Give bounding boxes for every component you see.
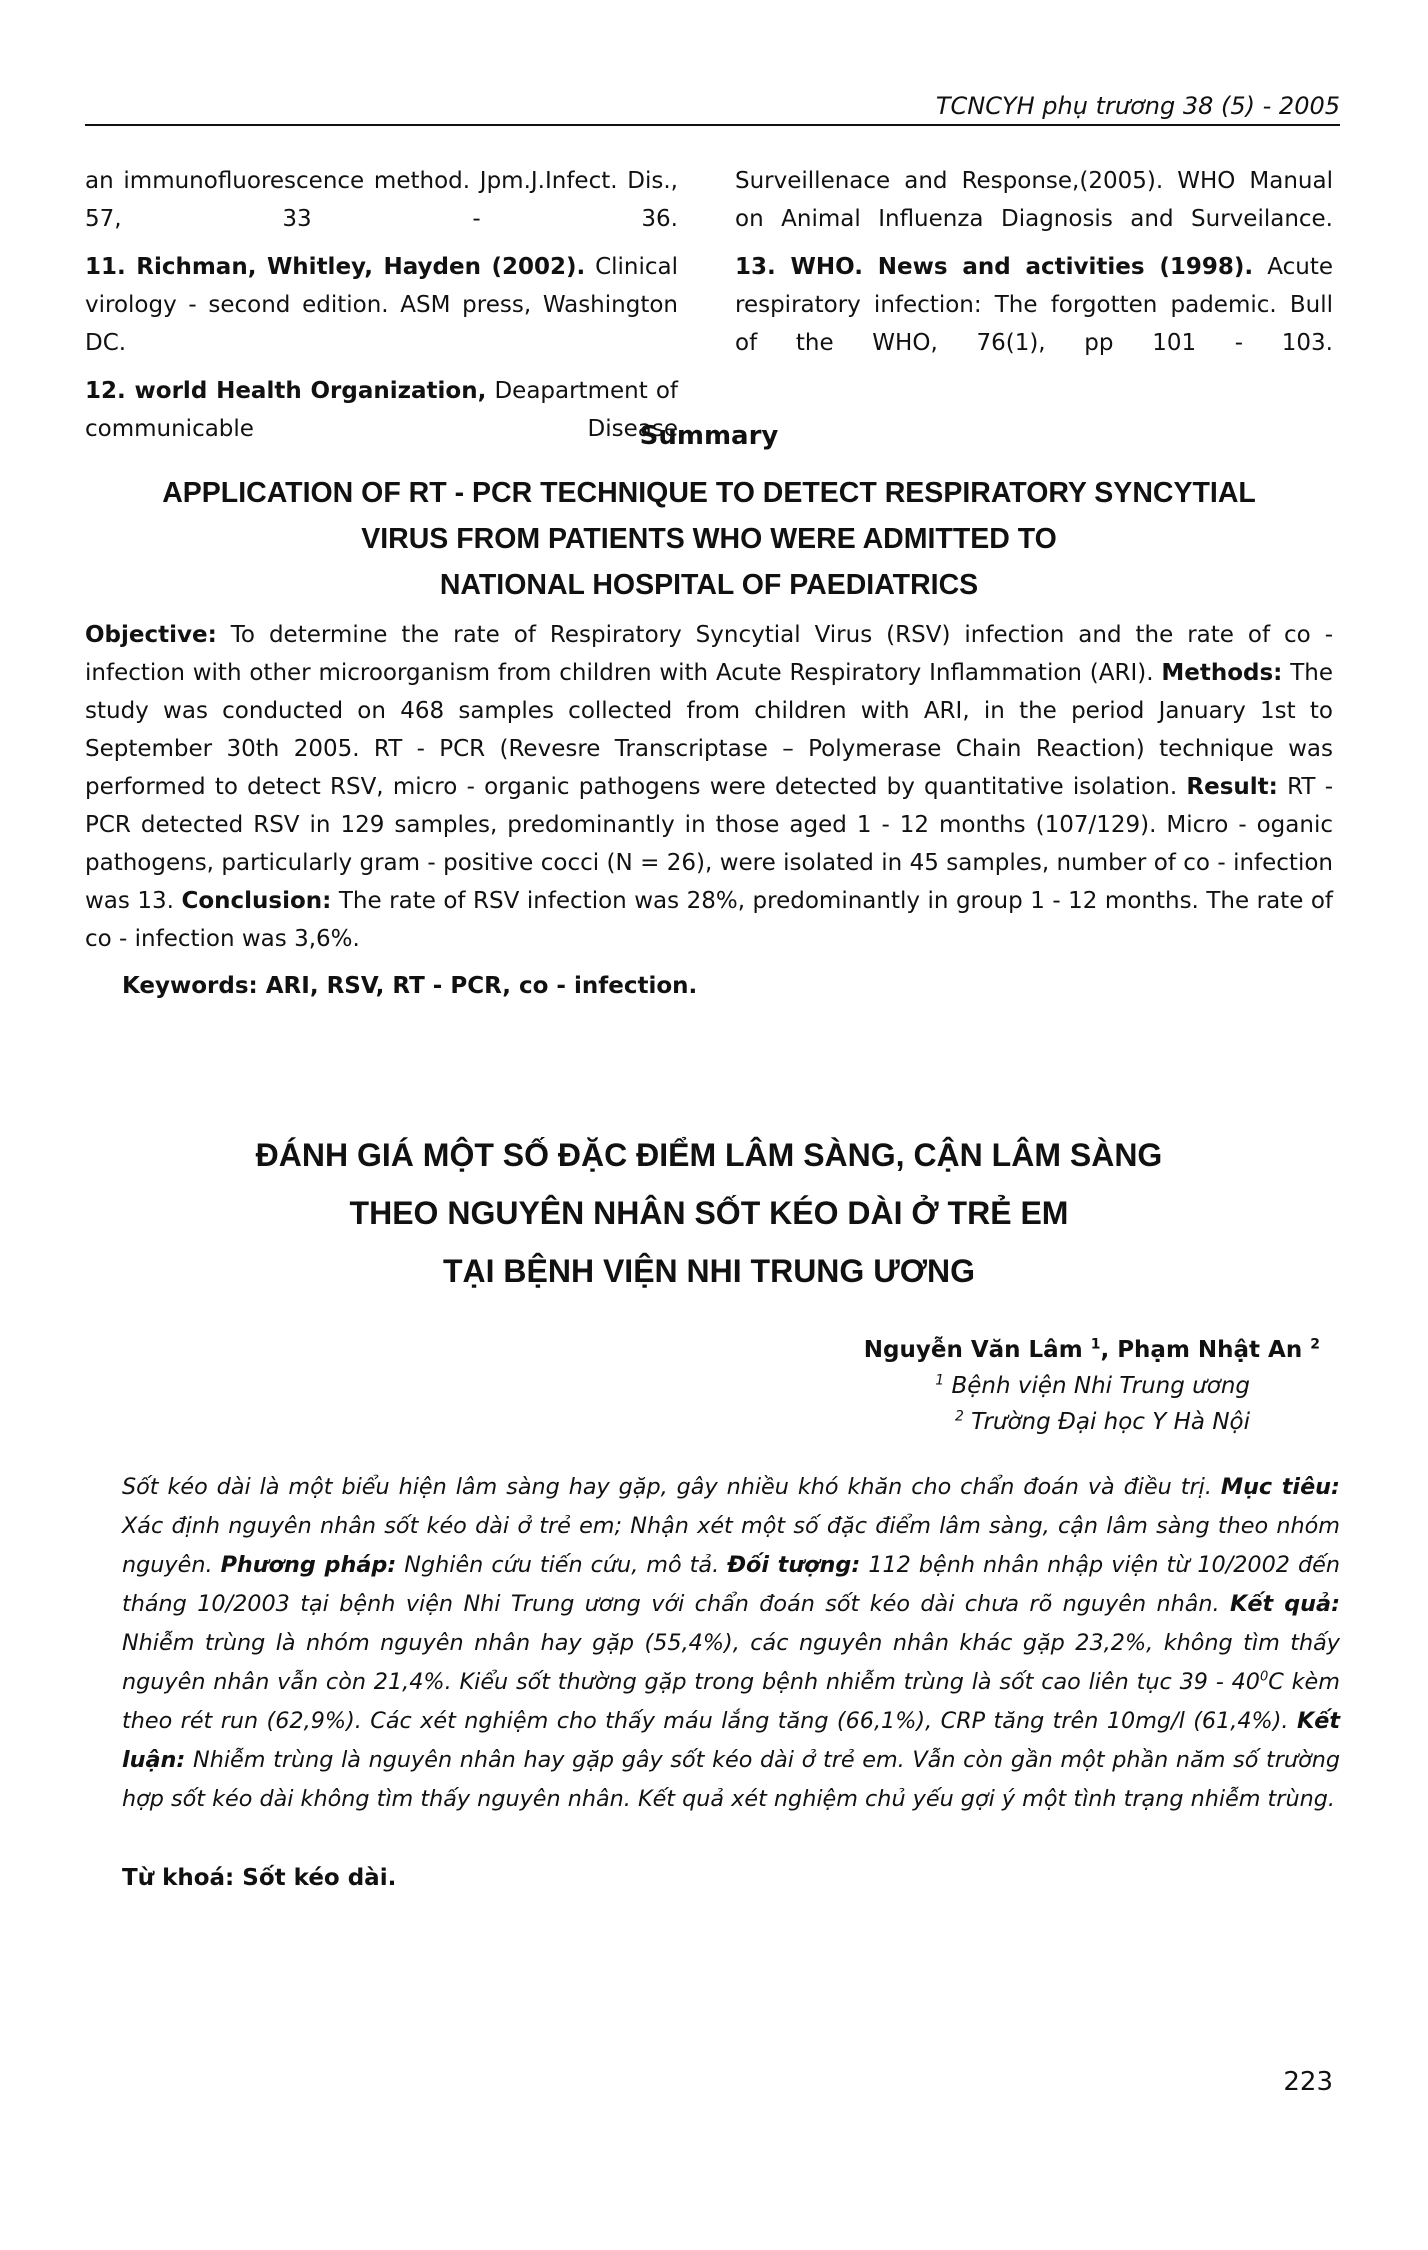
reference-13-head: 13. WHO. News and activities (1998).	[735, 254, 1254, 280]
english-title-line-1: APPLICATION OF RT - PCR TECHNIQUE TO DETECT RESPIRATORY SYNCYTIAL	[162, 477, 1256, 509]
affiliation-2-mark: 2	[954, 1408, 964, 1425]
reference-11	[85, 248, 678, 362]
page-number: 223	[1283, 2067, 1333, 2097]
doi-tuong-label: Đối tượng:	[727, 1552, 861, 1578]
degree-mark: 0	[1259, 1669, 1269, 1685]
phuong-phap-label: Phương pháp:	[220, 1552, 397, 1578]
conclusion-label: Conclusion:	[181, 888, 332, 914]
affiliation-1	[740, 1368, 1340, 1404]
reference-12-body: Deapartment of communicable Disease	[85, 378, 678, 442]
objective-label: Objective:	[85, 622, 217, 648]
reference-10-tail: an immunofluorescence method. Jpm.J.Infect. Dis., 57, 33 - 36.	[85, 168, 678, 232]
english-title-line-2: VIRUS FROM PATIENTS WHO WERE ADMITTED TO	[361, 523, 1057, 555]
author-2: Phạm Nhật An	[1117, 1337, 1303, 1363]
affiliation-1-mark: 1	[935, 1372, 945, 1389]
references-right-column	[735, 162, 1333, 362]
vietnamese-title	[85, 1126, 1333, 1300]
affiliation-2	[740, 1404, 1340, 1440]
author-line	[740, 1332, 1340, 1368]
author-separator: ,	[1100, 1337, 1118, 1363]
reference-11-head: 11. Richman, Whitley, Hayden (2002).	[85, 254, 586, 280]
reference-13	[735, 248, 1333, 362]
objective-text: To determine the rate of Respiratory Syncytial Virus (RSV) infection and the rate of co - infection with other microorganism from children with Acute Respiratory Inflammation (ARI).	[85, 622, 1333, 686]
affiliation-2-text: Trường Đại học Y Hà Nội	[963, 1409, 1250, 1435]
english-title-line-3: NATIONAL HOSPITAL OF PAEDIATRICS	[439, 569, 979, 601]
result-label: Result:	[1186, 774, 1278, 800]
author-1-affiliation-mark: 1	[1090, 1336, 1101, 1353]
vietnamese-title-line-1: ĐÁNH GIÁ MỘT SỐ ĐẶC ĐIỂM LÂM SÀNG, CẬN LÂM SÀNG	[255, 1137, 1163, 1173]
ket-qua-text-b: C kèm theo rét run (62,9%). Các xét nghiệm cho thấy máu lắng tăng (66,1%), CRP tăng trên 10mg/l (61,4%).	[122, 1669, 1340, 1734]
ket-luan-text: Nhiễm trùng là nguyên nhân hay gặp gây sốt kéo dài ở trẻ em. Vẫn còn gần một phần năm số trường hợp sốt kéo dài không tìm thấy nguyên nhân. Kết quả xét nghiệm chủ yếu gợi ý một tình trạng nhiễm trùng.	[122, 1747, 1340, 1812]
abstract-intro: Sốt kéo dài là một biểu hiện lâm sàng hay gặp, gây nhiều khó khăn cho chẩn đoán và điều trị.	[122, 1474, 1221, 1500]
methods-text: The study was conducted on 468 samples collected from children with ARI, in the period January 1st to September 30th 2005. RT - PCR (Revesre Transcriptase – Polymerase Chain Reaction) technique was performed to detect RSV, micro - organic pathogens were detected by quantitative isolation.	[85, 660, 1333, 800]
running-head: TCNCYH phụ trương 38 (5) - 2005	[935, 92, 1340, 120]
methods-label: Methods:	[1161, 660, 1283, 686]
reference-12-head: 12. world Health Organization,	[85, 378, 487, 404]
english-abstract	[85, 616, 1333, 958]
ket-qua-label: Kết quả:	[1230, 1591, 1340, 1617]
conclusion-text: The rate of RSV infection was 28%, predominantly in group 1 - 12 months. The rate of co - infection was 3,6%.	[85, 888, 1334, 952]
author-2-affiliation-mark: 2	[1310, 1336, 1320, 1353]
muc-tieu-text: Xác định nguyên nhân sốt kéo dài ở trẻ em; Nhận xét một số đặc điểm lâm sàng, cận lâm sàng theo nhóm nguyên.	[122, 1513, 1340, 1578]
vietnamese-title-line-2: THEO NGUYÊN NHÂN SỐT KÉO DÀI Ở TRẺ EM	[349, 1195, 1069, 1231]
reference-11-body: Clinical virology - second edition. ASM press, Washington DC.	[85, 254, 679, 356]
summary-heading: Summary	[639, 421, 779, 451]
header-rule	[85, 124, 1340, 126]
references-left-column	[85, 162, 678, 448]
vietnamese-title-line-3: TẠI BỆNH VIỆN NHI TRUNG ƯƠNG	[442, 1253, 976, 1289]
phuong-phap-text: Nghiên cứu tiến cứu, mô tả.	[396, 1552, 728, 1578]
doi-tuong-text: 112 bệnh nhân nhập viện từ 10/2002 đến tháng 10/2003 tại bệnh viện Nhi Trung ương với chẩn đoán sốt kéo dài chưa rõ nguyên nhân.	[122, 1552, 1341, 1617]
affiliation-1-text: Bệnh viện Nhi Trung ương	[944, 1373, 1250, 1399]
result-text: RT - PCR detected RSV in 129 samples, predominantly in those aged 1 - 12 months (107/129). Micro - oganic pathogens, particularly gram - positive cocci (N = 26), were isolated in 45 samples, number of co - infection was 13.	[85, 774, 1333, 914]
english-title	[85, 470, 1333, 608]
english-keywords: Keywords: ARI, RSV, RT - PCR, co - infection.	[122, 973, 698, 999]
muc-tieu-label: Mục tiêu:	[1220, 1474, 1340, 1500]
author-1: Nguyễn Văn Lâm	[863, 1337, 1083, 1363]
ket-qua-text-a: Nhiễm trùng là nhóm nguyên nhân hay gặp (55,4%), các nguyên nhân khác gặp 23,2%, không tìm thấy nguyên nhân vẫn còn 21,4%. Kiểu sốt thường gặp trong bệnh nhiễm trùng là sốt cao liên tục 39 - 40	[122, 1630, 1340, 1695]
reference-12-continued: Surveillenace and Response,(2005). WHO Manual on Animal Influenza Diagnosis and Surveilance.	[735, 168, 1333, 232]
reference-13-body: Acute respiratory infection: The forgotten pademic. Bull of the WHO, 76(1), pp 101 - 103.	[735, 254, 1333, 356]
authors-block	[740, 1332, 1340, 1440]
vietnamese-abstract	[122, 1468, 1340, 1819]
ket-luan-label: Kết luận:	[122, 1708, 1340, 1773]
vietnamese-keywords: Từ khoá: Sốt kéo dài.	[122, 1865, 397, 1891]
